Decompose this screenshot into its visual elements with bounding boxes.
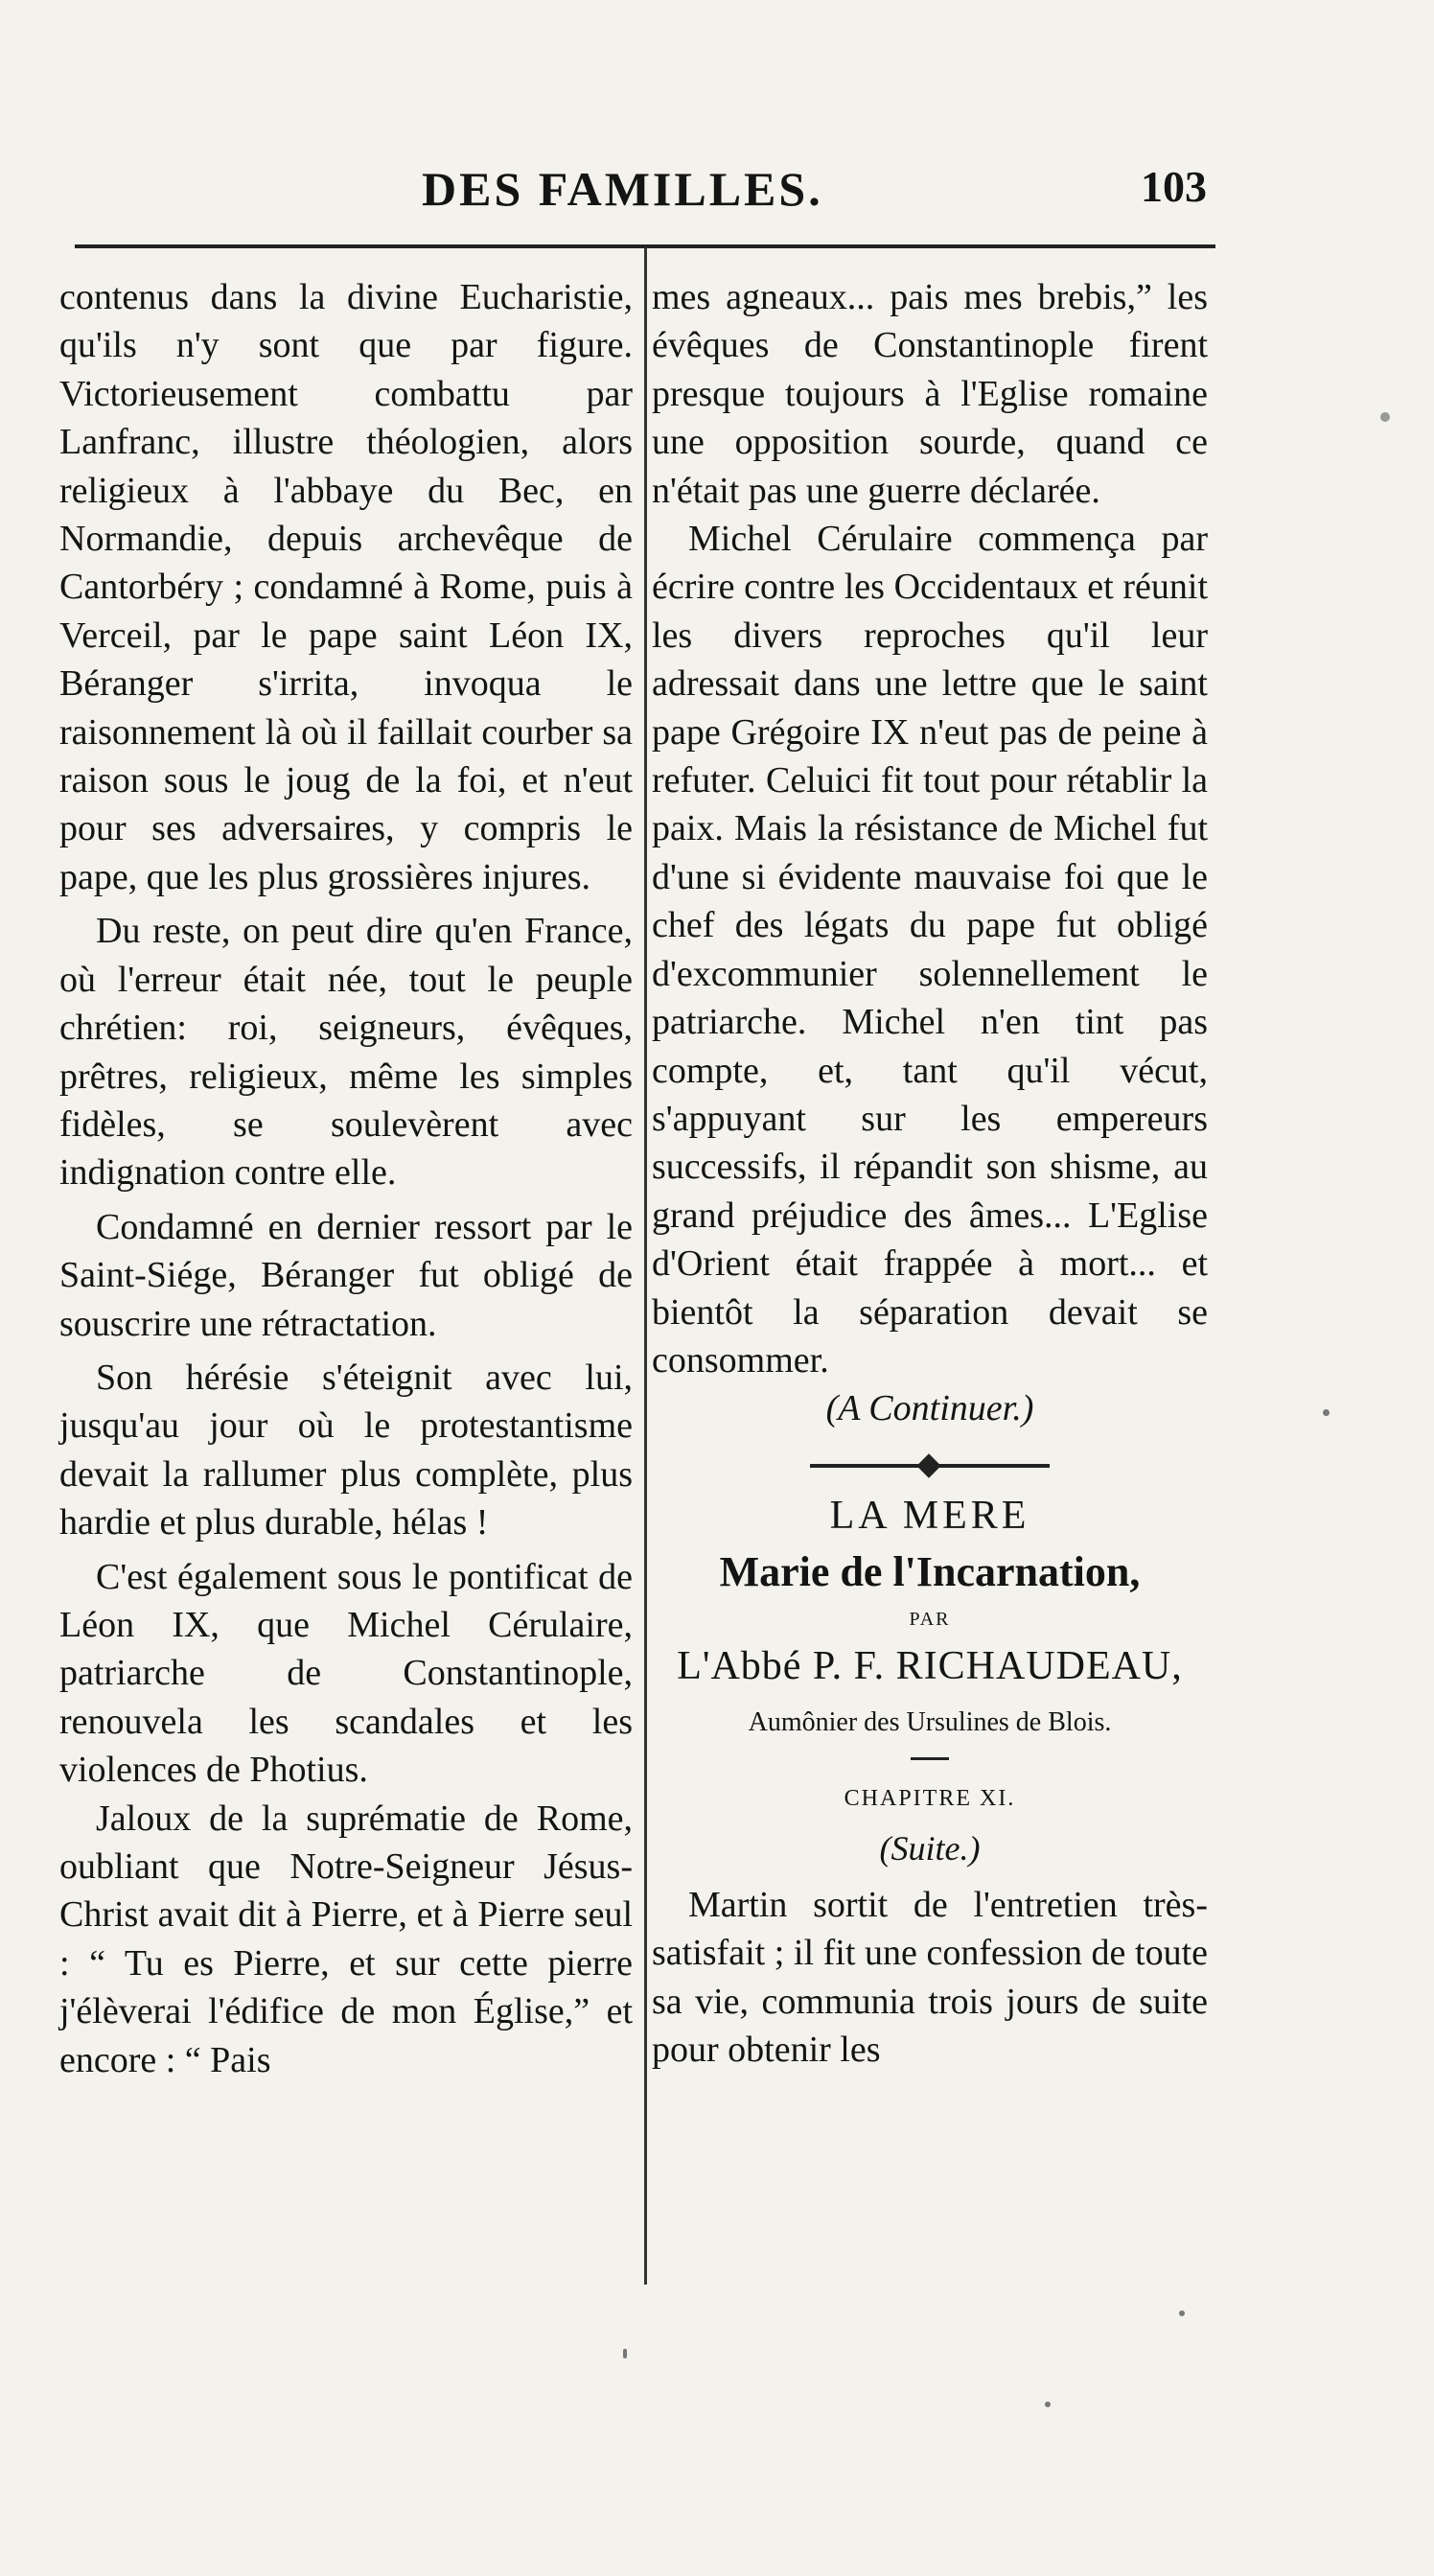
ornamental-rule — [810, 1464, 1050, 1468]
left-paragraph-6: Jaloux de la suprématie de Rome, oubliant que Notre-Seigneur Jésus-Christ avait dit à Pierre, et à Pierre seul : “ Tu es Pierre, et sur cette pierre j'élèverai l'édifice de mon Église,” et encore : “ Pais — [59, 1798, 633, 2080]
print-speck — [1323, 1409, 1330, 1416]
column-divider — [644, 247, 647, 2285]
left-paragraph-1: contenus dans la divine Eucharistie, qu'ils n'y sont que par figure. Victorieusement combattu par Lanfranc, illustre théologien, alors religieux à l'abbaye du Bec, en Normandie, depuis archevêque de Cantorbéry ; condamné à Rome, puis à Verceil, par le pape saint Léon IX, Béranger s'irrita, invoqua le raisonnement là où il faillait courber sa raison sous le joug de la foi, et n'eut pour ses adversaires, y compris le pape, que les plus grossières injures. — [59, 277, 633, 897]
left-paragraph-2: Du reste, on peut dire qu'en France, où l'erreur était née, tout le peuple chrétien: roi, seigneurs, évêques, prêtres, religieux, même les simples fidèles, se soulevèrent avec indignation contre elle. — [59, 911, 633, 1194]
short-rule — [911, 1757, 949, 1760]
chapter-note: (Suite.) — [879, 1828, 981, 1868]
print-speck — [1380, 412, 1390, 422]
continuation-note: (A Continuer.) — [825, 1388, 1034, 1429]
running-title: DES FAMILLES. — [422, 162, 823, 216]
article-subtitle: Marie de l'Incarnation, — [719, 1547, 1141, 1595]
left-paragraph-4: Son hérésie s'éteignit avec lui, jusqu'au jour où le protestantisme devait la rallumer plus complète, plus hardie et plus durable, hélas ! — [59, 1357, 633, 1543]
print-speck — [1045, 2402, 1051, 2407]
left-column — [59, 273, 633, 2084]
chapter-heading: CHAPITRE XI. — [844, 1785, 1016, 1811]
byline-par: PAR — [909, 1608, 951, 1630]
left-paragraph-5: C'est également sous le pontificat de Léon IX, que Michel Cérulaire, patriarche de Constantinople, renouvela les scandales et les violences de Photius. — [59, 1556, 633, 1791]
article-title: LA MERE — [829, 1493, 1030, 1538]
print-speck — [623, 2349, 627, 2358]
page-number: 103 — [1141, 162, 1207, 211]
author-role: Aumônier des Ursulines de Blois. — [748, 1706, 1112, 1737]
print-speck — [1179, 2310, 1185, 2316]
right-paragraph-2: Michel Cérulaire commença par écrire contre les Occidentaux et réunit les divers reproches qu'il leur adressait dans une lettre que le saint pape Grégoire IX n'eut pas de peine à refuter. Celuici fit tout pour rétablir la paix. Mais la résistance de Michel fut d'une si évidente mauvaise foi que le chef des légats du pape fut obligé d'excommunier solennellement le patriarche. Michel n'en tint pas compte, et, tant qu'il vécut, s'appuyant sur les empereurs successifs, il répandit son shisme, au grand préjudice des âmes... L'Eglise d'Orient était frappée à mort... et bientôt la séparation devait se consommer. — [652, 519, 1208, 1381]
article-author: L'Abbé P. F. RICHAUDEAU, — [677, 1643, 1183, 1688]
left-paragraph-3: Condamné en dernier ressort par le Saint-Siége, Béranger fut obligé de souscrire une rétractation. — [59, 1206, 633, 1344]
article-body: Martin sortit de l'entretien très-satisfait ; il fit une confession de toute sa vie, communia trois jours de suite pour obtenir les — [652, 1884, 1208, 2070]
right-column — [652, 273, 1208, 2074]
right-paragraph-1: mes agneaux... pais mes brebis,” les évêques de Constantinople firent presque toujours à l'Eglise romaine une opposition sourde, quand ce n'était pas une guerre déclarée. — [652, 277, 1208, 511]
